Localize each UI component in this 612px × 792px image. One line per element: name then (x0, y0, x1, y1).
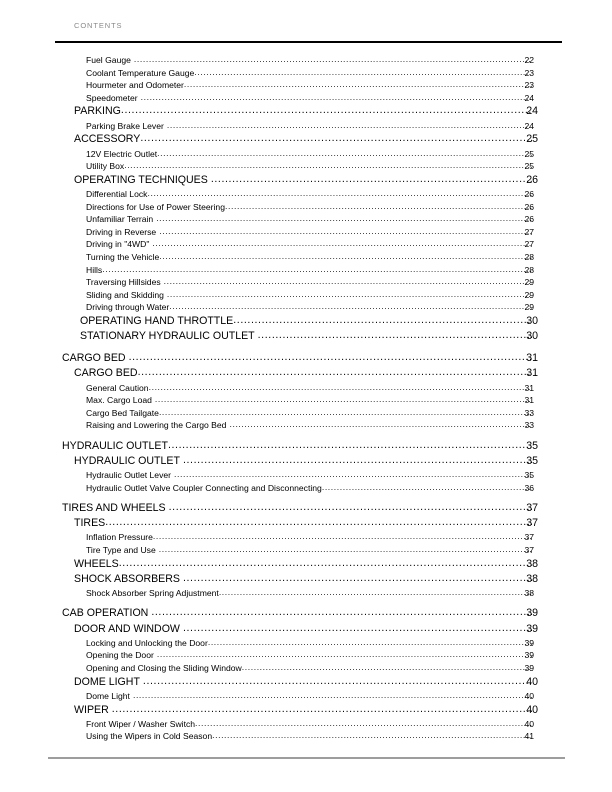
toc-entry-page-number: 31 (526, 352, 538, 365)
toc-entry-title: Fuel Gauge (86, 55, 131, 65)
toc-entry[interactable] (0, 104, 612, 119)
toc-entry-page-number: 39 (526, 622, 538, 635)
toc-entry-title: Unfamiliar Terrain (86, 214, 154, 225)
toc-entry-title: 12V Electric Outlet (86, 148, 158, 159)
toc-entry-title: Parking Brake Lever (86, 120, 164, 131)
toc-entry-page-number: 30 (526, 330, 538, 343)
toc-entry-title: Hydraulic Outlet Valve Coupler Connecting and Disconnecting (86, 482, 322, 493)
toc-entry-title: Directions for Use of Power Steering (86, 201, 225, 212)
toc-entry-page-number: 25 (526, 133, 538, 146)
table-of-contents (0, 54, 612, 743)
toc-entry[interactable] (0, 482, 612, 495)
toc-entry-title: Front Wiper / Washer Switch (86, 718, 196, 729)
toc-entry-page-number: 37 (526, 501, 538, 514)
toc-entry-page-number: 38 (526, 572, 538, 585)
toc-entry-title: STATIONARY HYDRAULIC OUTLET (80, 330, 255, 343)
toc-entry-page-number: 25 (524, 161, 534, 172)
toc-entry-page-number: 31 (524, 395, 534, 406)
toc-entry-page-number: 22 (524, 55, 534, 65)
toc-entry-title: Coolant Temperature Gauge (86, 67, 195, 78)
toc-entry-page-number: 39 (526, 607, 538, 620)
toc-entry[interactable] (0, 132, 612, 147)
toc-entry-title: Using the Wipers in Cold Season (86, 731, 213, 742)
toc-entry-title: OPERATING TECHNIQUES (74, 173, 208, 186)
toc-entry-page-number: 29 (524, 289, 534, 300)
toc-entry-title: Turning the Vehicle (86, 252, 160, 263)
toc-entry-page-number: 39 (524, 650, 534, 661)
toc-entry[interactable] (0, 730, 612, 743)
toc-entry-title: Hydraulic Outlet Lever (86, 470, 172, 481)
toc-entry-title: CAB OPERATION (62, 607, 149, 620)
toc-entry-title: Cargo Bed Tailgate (86, 407, 159, 418)
toc-entry-page-number: 23 (524, 80, 534, 91)
toc-entry[interactable] (0, 557, 612, 572)
toc-entry-page-number: 37 (524, 545, 534, 556)
toc-entry[interactable] (0, 572, 612, 587)
toc-entry-title: WHEELS (74, 557, 119, 570)
toc-entry[interactable] (0, 419, 612, 432)
toc-entry-page-number: 35 (526, 454, 538, 467)
toc-entry-page-number: 28 (524, 252, 534, 263)
toc-entry[interactable] (0, 587, 612, 600)
toc-entry-page-number: 31 (526, 367, 538, 380)
toc-entry[interactable] (0, 703, 612, 718)
toc-entry-title: Speedometer (86, 92, 138, 103)
toc-entry-title: Opening the Door (86, 650, 154, 661)
toc-entry-title: DOOR AND WINDOW (74, 622, 180, 635)
toc-entry-page-number: 30 (526, 314, 538, 327)
toc-entry-title: Driving in "4WD" (86, 239, 150, 250)
toc-entry-title: Tire Type and Use (86, 545, 156, 556)
toc-entry-page-number: 35 (524, 470, 534, 481)
toc-entry-title: HYDRAULIC OUTLET (62, 439, 168, 452)
toc-entry[interactable] (0, 439, 612, 454)
toc-entry-page-number: 26 (526, 173, 538, 186)
toc-entry-page-number: 24 (524, 92, 534, 103)
toc-entry-title: Raising and Lowering the Cargo Bed (86, 420, 227, 431)
toc-entry-page-number: 31 (524, 382, 534, 393)
toc-entry-page-number: 24 (526, 105, 538, 118)
toc-entry[interactable] (0, 675, 612, 690)
toc-entry-title: Traversing Hillsides (86, 277, 161, 288)
toc-entry[interactable] (0, 622, 612, 637)
toc-entry-page-number: 33 (524, 407, 534, 418)
toc-entry-page-number: 37 (526, 517, 538, 530)
toc-entry-title: Utility Box (86, 161, 125, 172)
footer-rule (48, 757, 565, 759)
toc-entry[interactable] (0, 501, 612, 516)
toc-entry-page-number: 23 (524, 67, 534, 78)
toc-entry-title: Sliding and Skidding (86, 289, 164, 300)
toc-entry-page-number: 28 (524, 264, 534, 275)
toc-entry-page-number: 27 (524, 226, 534, 237)
toc-entry-page-number: 33 (524, 420, 534, 431)
toc-entry[interactable] (0, 516, 612, 531)
toc-entry-page-number: 26 (524, 201, 534, 212)
toc-entry-page-number: 38 (524, 588, 534, 599)
toc-entry-title: Opening and Closing the Sliding Window (86, 663, 242, 674)
toc-entry-title: SHOCK ABSORBERS (74, 572, 180, 585)
toc-entry-title: Shock Absorber Spring Adjustment (86, 588, 219, 599)
toc-entry-title: Driving through Water (86, 302, 170, 313)
toc-entry-title: DOME LIGHT (74, 675, 140, 688)
toc-entry-title: OPERATING HAND THROTTLE (80, 314, 234, 327)
toc-entry-title: Dome Light (86, 690, 130, 701)
toc-entry-title: TIRES AND WHEELS (62, 501, 166, 514)
toc-entry-page-number: 27 (524, 239, 534, 250)
toc-entry-page-number: 25 (524, 148, 534, 159)
toc-entry-title: Hourmeter and Odometer (86, 80, 184, 91)
toc-entry[interactable] (0, 606, 612, 621)
toc-entry-page-number: 35 (526, 439, 538, 452)
toc-entry-title: WIPER (74, 703, 109, 716)
toc-entry-page-number: 40 (524, 718, 534, 729)
toc-entry-title: Differential Lock (86, 189, 148, 200)
toc-entry-title: HYDRAULIC OUTLET (74, 454, 180, 467)
toc-entry[interactable] (0, 314, 612, 329)
toc-entry-page-number: 36 (524, 482, 534, 493)
toc-entry-title: Inflation Pressure (86, 532, 153, 543)
toc-entry-title: PARKING (74, 105, 121, 118)
toc-entry-page-number: 37 (524, 532, 534, 543)
toc-entry-title: Driving in Reverse (86, 226, 157, 237)
toc-entry-title: Locking and Unlocking the Door (86, 637, 208, 648)
toc-entry-title: CARGO BED (62, 352, 126, 365)
toc-entry-page-number: 40 (524, 690, 534, 701)
page-header-label: CONTENTS (74, 21, 123, 30)
toc-entry[interactable] (0, 329, 612, 344)
toc-entry-page-number: 40 (526, 703, 538, 716)
toc-entry-page-number: 29 (524, 302, 534, 313)
toc-entry-page-number: 29 (524, 277, 534, 288)
toc-entry-page-number: 40 (526, 675, 538, 688)
toc-entry-page-number: 38 (526, 557, 538, 570)
toc-entry-title: CARGO BED (74, 367, 138, 380)
toc-entry-title: General Caution (86, 382, 149, 393)
toc-entry[interactable] (0, 454, 612, 469)
toc-entry-page-number: 26 (524, 189, 534, 200)
toc-entry[interactable] (0, 366, 612, 381)
toc-entry-page-number: 39 (524, 637, 534, 648)
header-rule (55, 41, 562, 43)
toc-entry-page-number: 41 (524, 731, 534, 742)
toc-entry-title: ACCESSORY (74, 133, 141, 146)
toc-entry-title: Max. Cargo Load (86, 395, 152, 406)
toc-entry-title: TIRES (74, 517, 106, 530)
toc-entry-page-number: 24 (524, 120, 534, 131)
toc-entry-page-number: 26 (524, 214, 534, 225)
toc-entry-page-number: 39 (524, 663, 534, 674)
toc-entry[interactable] (0, 351, 612, 366)
toc-entry[interactable] (0, 173, 612, 188)
toc-dot-leader (112, 702, 532, 717)
toc-entry-title: Hills (86, 264, 103, 275)
toc-dot-leader (105, 515, 532, 530)
